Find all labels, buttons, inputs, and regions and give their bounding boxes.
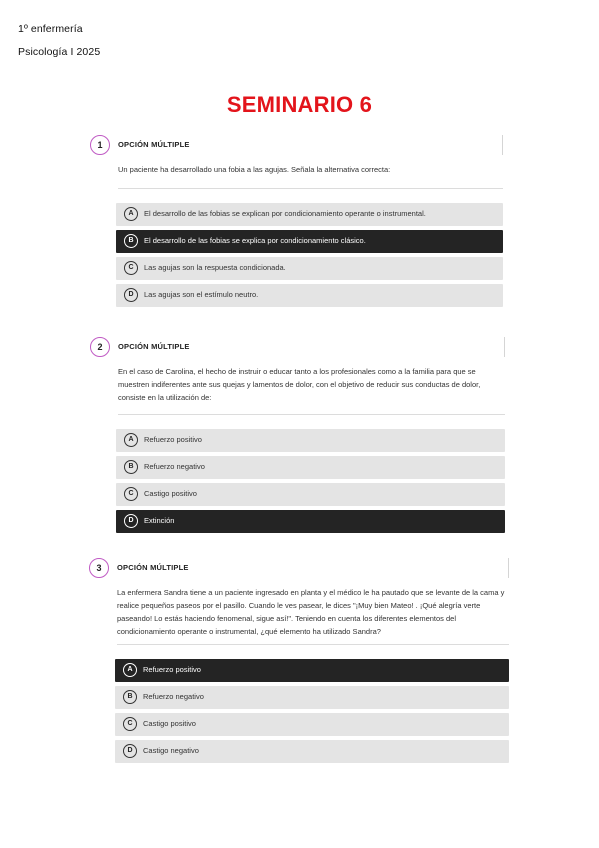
option-b[interactable] (116, 230, 503, 253)
question-number-badge: 1 (90, 135, 110, 155)
option-letter-icon: A (124, 207, 138, 221)
option-a[interactable] (116, 429, 505, 452)
option-letter-icon: B (124, 234, 138, 248)
divider (502, 135, 503, 155)
divider (117, 644, 509, 645)
divider (118, 414, 505, 415)
question-type-label: OPCIÓN MÚLTIPLE (118, 140, 190, 149)
option-d[interactable] (116, 284, 503, 307)
question-3 (89, 558, 509, 767)
option-letter-icon: C (124, 487, 138, 501)
option-label: Las agujas son el estímulo neutro. (144, 290, 259, 299)
option-label: Refuerzo negativo (144, 462, 205, 471)
question-number-badge: 2 (90, 337, 110, 357)
option-label: El desarrollo de las fobias se explica por condicionamiento clásico. (144, 236, 366, 245)
divider (504, 337, 505, 357)
option-b[interactable] (115, 686, 509, 709)
option-letter-icon: C (123, 717, 137, 731)
options-list (116, 429, 505, 533)
option-a[interactable] (116, 203, 503, 226)
options-list (116, 203, 503, 307)
question-header (89, 558, 509, 580)
option-letter-icon: B (124, 460, 138, 474)
option-label: Las agujas son la respuesta condicionada. (144, 263, 286, 272)
question-type-label: OPCIÓN MÚLTIPLE (118, 342, 190, 351)
question-number-badge: 3 (89, 558, 109, 578)
option-label: Refuerzo positivo (144, 435, 202, 444)
option-label: Refuerzo positivo (143, 665, 201, 674)
option-label: Castigo positivo (143, 719, 196, 728)
subject-label: Psicología I 2025 (18, 46, 101, 58)
options-list (115, 659, 509, 763)
option-letter-icon: D (123, 744, 137, 758)
option-letter-icon: B (123, 690, 137, 704)
option-label: Castigo positivo (144, 489, 197, 498)
option-letter-icon: D (124, 514, 138, 528)
question-text: En el caso de Carolina, el hecho de instruir o educar tanto a los profesionales como a la familia para que se muestren indiferentes ante sus quejas y lamentos de dolor, con el objetivo de reducir sus conductas de dolor, consiste en la utilización de: (118, 367, 481, 402)
option-d[interactable] (116, 510, 505, 533)
question-header (90, 135, 503, 157)
option-a[interactable] (115, 659, 509, 682)
option-c[interactable] (115, 713, 509, 736)
question-1 (90, 135, 503, 311)
question-type-label: OPCIÓN MÚLTIPLE (117, 563, 189, 572)
option-d[interactable] (115, 740, 509, 763)
option-label: Castigo negativo (143, 746, 199, 755)
option-label: Extinción (144, 516, 175, 525)
question-text: La enfermera Sandra tiene a un paciente ingresado en planta y el médico le ha pautado que se levante de la cama y realice pequeños paseos por el pasillo. Cuando le ves pasear, le dices "¡Muy bien Mateo! . ¡Qué alegría verte paseando! Lo estás haciendo fenomenal, sigue así!". Teniendo en cuenta los diferentes elementos del condicionamiento operante o instrumental, ¿qué elemento ha utilizado Sandra? (117, 588, 505, 636)
course-label: 1º enfermería (18, 23, 83, 35)
question-2 (90, 337, 505, 537)
option-label: El desarrollo de las fobias se explican por condicionamiento operante o instrumental. (144, 209, 426, 218)
option-c[interactable] (116, 483, 505, 506)
page-title: SEMINARIO 6 (226, 92, 373, 117)
question-text: Un paciente ha desarrollado una fobia a las agujas. Señala la alternativa correcta: (118, 165, 391, 174)
divider (118, 188, 503, 189)
option-letter-icon: C (124, 261, 138, 275)
option-c[interactable] (116, 257, 503, 280)
question-header (90, 337, 505, 359)
option-label: Refuerzo negativo (143, 692, 204, 701)
option-letter-icon: D (124, 288, 138, 302)
option-b[interactable] (116, 456, 505, 479)
option-letter-icon: A (123, 663, 137, 677)
divider (508, 558, 509, 578)
option-letter-icon: A (124, 433, 138, 447)
